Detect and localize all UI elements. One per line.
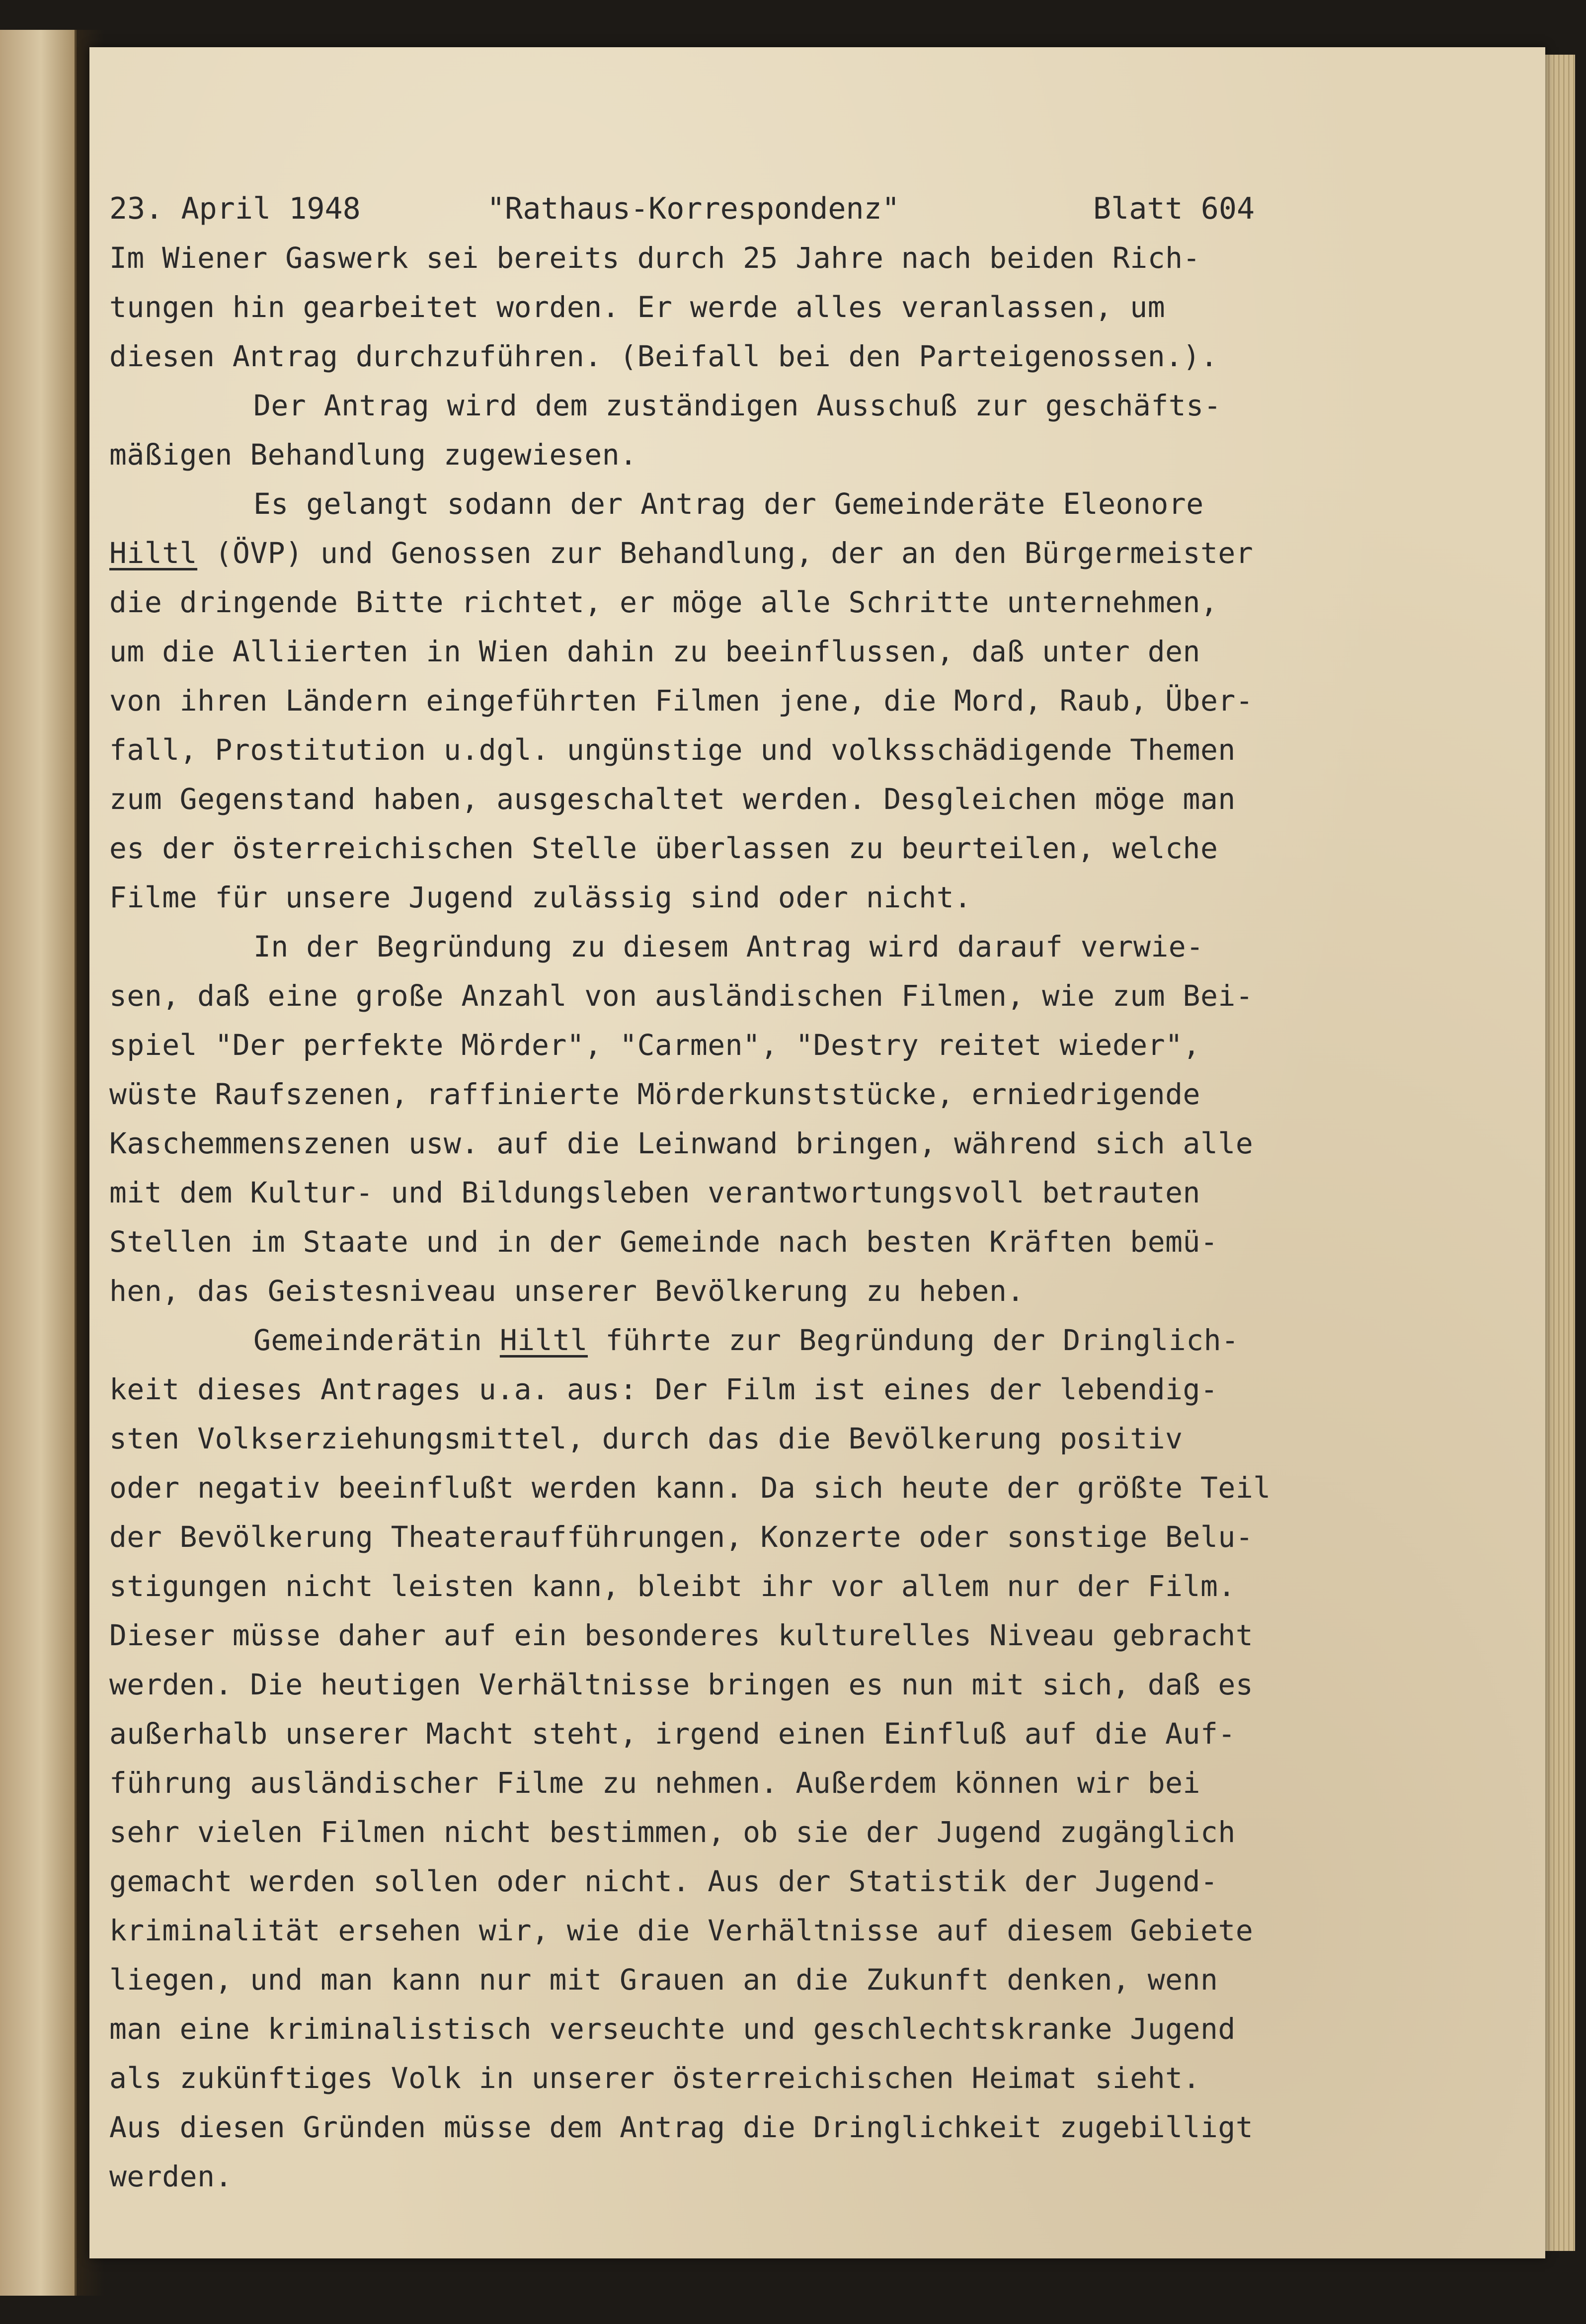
header-title: "Rathaus-Korrespondenz" [487, 191, 900, 226]
text-line: es der österreichischen Stelle überlassen zu beurteilen, welche [109, 831, 1218, 865]
header-sheet-number: Blatt 604 [1093, 191, 1255, 226]
text-line: Der Antrag wird dem zuständigen Ausschuß zur geschäfts- [253, 389, 1222, 422]
text-line: In der Begründung zu diesem Antrag wird darauf verwie- [253, 930, 1204, 963]
text-line: sehr vielen Filmen nicht bestimmen, ob sie der Jugend zugänglich [109, 1815, 1236, 1849]
text-line: mit dem Kultur- und Bildungsleben verantwortungsvoll betrauten [109, 1176, 1200, 1209]
text-line: zum Gegenstand haben, ausgeschaltet werden. Desgleichen möge man [109, 782, 1236, 816]
text-line: Filme für unsere Jugend zulässig sind oder nicht. [109, 881, 972, 914]
text-line: als zukünftiges Volk in unserer österreichischen Heimat sieht. [109, 2061, 1200, 2095]
text-line: werden. Die heutigen Verhältnisse bringen es nun mit sich, daß es [109, 1668, 1254, 1701]
text-line: gemacht werden sollen oder nicht. Aus der Statistik der Jugend- [109, 1864, 1218, 1898]
text-line: kriminalität ersehen wir, wie die Verhältnisse auf diesem Gebiete [109, 1914, 1254, 1947]
text-line: von ihren Ländern eingeführten Filmen jene, die Mord, Raub, Über- [109, 684, 1254, 718]
text-line: liegen, und man kann nur mit Grauen an die Zukunft denken, wenn [109, 1963, 1218, 1997]
text-line: die dringende Bitte richtet, er möge alle Schritte unternehmen, [109, 585, 1218, 619]
text-line: Dieser müsse daher auf ein besonderes kulturelles Niveau gebracht [109, 1618, 1254, 1652]
text-line: hen, das Geistesniveau unserer Bevölkerung zu heben. [109, 1274, 1025, 1308]
text-line: mäßigen Behandlung zugewiesen. [109, 438, 637, 472]
text-segment: Gemeinderätin [253, 1323, 500, 1357]
page-header [109, 184, 1421, 234]
text-line: man eine kriminalistisch verseuchte und geschlechtskranke Jugend [109, 2012, 1236, 2046]
text-line: fall, Prostitution u.dgl. ungünstige und volksschädigende Themen [109, 733, 1236, 767]
text-line: der Bevölkerung Theateraufführungen, Konzerte oder sonstige Belu- [109, 1520, 1254, 1554]
text-line: wüste Raufszenen, raffinierte Mörderkunststücke, erniedrigende [109, 1077, 1200, 1111]
text-line: Aus diesen Gründen müsse dem Antrag die Dringlichkeit zugebilligt [109, 2110, 1254, 2144]
underlined-name: Hiltl [109, 536, 198, 570]
text-segment: führte zur Begründung der Dringlich- [587, 1323, 1239, 1357]
adjacent-page-edge [0, 30, 77, 2296]
text-line: Es gelangt sodann der Antrag der Gemeinderäte Eleonore [253, 487, 1204, 521]
text-segment: (ÖVP) und Genossen zur Behandlung, der an den Bürgermeister [197, 536, 1254, 570]
text-line: führung ausländischer Filme zu nehmen. Außerdem können wir bei [109, 1766, 1200, 1800]
typed-text-block [109, 184, 1421, 2201]
text-line: spiel "Der perfekte Mörder", "Carmen", "Destry reitet wieder", [109, 1028, 1200, 1062]
text-line [109, 529, 1421, 578]
text-line: keit dieses Antrages u.a. aus: Der Film ist eines der lebendig- [109, 1372, 1218, 1406]
text-line: stigungen nicht leisten kann, bleibt ihr vor allem nur der Film. [109, 1569, 1236, 1603]
text-line: Im Wiener Gaswerk sei bereits durch 25 Jahre nach beiden Rich- [109, 241, 1200, 275]
text-line: sen, daß eine große Anzahl von ausländischen Filmen, wie zum Bei- [109, 979, 1254, 1013]
text-line: oder negativ beeinflußt werden kann. Da sich heute der größte Teil [109, 1471, 1271, 1505]
text-line: um die Alliierten in Wien dahin zu beeinflussen, daß unter den [109, 635, 1200, 668]
text-line [109, 1316, 1421, 1365]
text-line: werden. [109, 2160, 233, 2193]
text-line: sten Volkserziehungsmittel, durch das die Bevölkerung positiv [109, 1422, 1183, 1455]
text-line: tungen hin gearbeitet worden. Er werde alles veranlassen, um [109, 290, 1166, 324]
text-line: diesen Antrag durchzuführen. (Beifall bei den Parteigenossen.). [109, 339, 1218, 373]
text-line: Kaschemmenszenen usw. auf die Leinwand bringen, während sich alle [109, 1126, 1254, 1160]
text-line: außerhalb unserer Macht steht, irgend einen Einfluß auf die Auf- [109, 1717, 1236, 1751]
underlined-name: Hiltl [499, 1323, 588, 1357]
header-date: 23. April 1948 [109, 191, 361, 226]
text-line: Stellen im Staate und in der Gemeinde nach besten Kräften bemü- [109, 1225, 1218, 1259]
